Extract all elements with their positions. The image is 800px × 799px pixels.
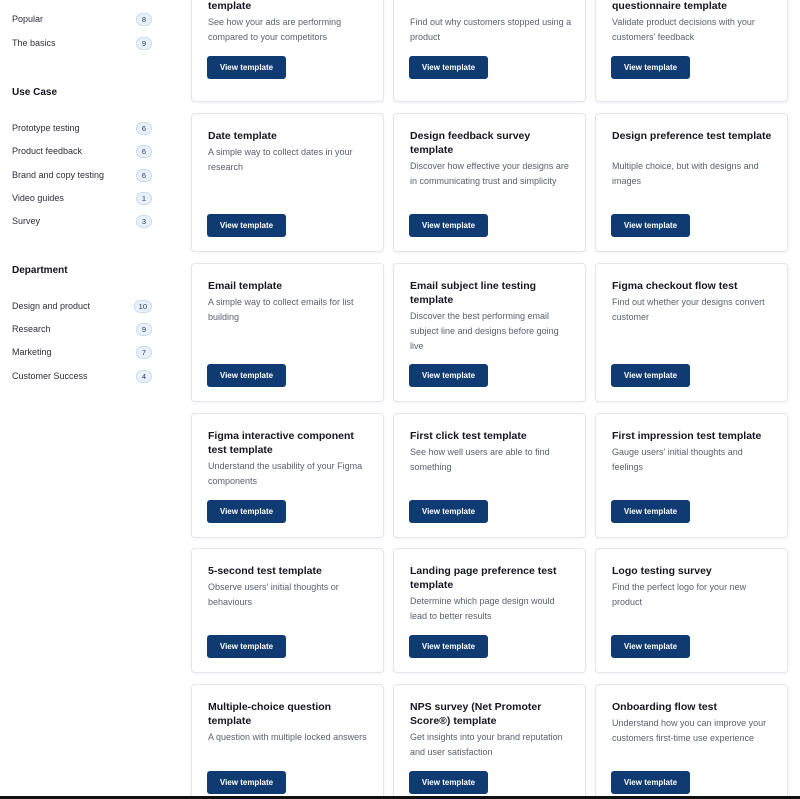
card-description: Gauge users' initial thoughts and feelings (612, 447, 743, 472)
view-template-button[interactable]: View template (409, 635, 488, 658)
card-description: Find out why customers stopped using a product (410, 17, 572, 42)
sidebar-item-research[interactable] (12, 321, 152, 337)
card-description: Observe users' initial thoughts or behaviours (208, 582, 339, 607)
card-description: See how well users are able to find something (410, 447, 550, 472)
template-card[interactable] (393, 548, 586, 673)
count-badge: 6 (136, 145, 152, 158)
card-title: Landing page preference test template (410, 565, 557, 591)
card-title: Logo testing survey (612, 565, 712, 577)
count-badge: 9 (136, 323, 152, 336)
card-description: Get insights into your brand reputation and user satisfaction (410, 732, 563, 757)
template-card[interactable] (595, 0, 788, 102)
card-title: Design preference test template (612, 130, 772, 142)
card-title: Figma interactive component test template (208, 430, 354, 456)
card-description: Understand how you can improve your customers first-time use experience (612, 718, 767, 743)
card-description: Find out whether your designs convert customer (612, 297, 765, 322)
view-template-button[interactable]: View template (409, 56, 488, 79)
sidebar-item-design-and-product[interactable] (12, 298, 152, 314)
card-title: Multiple-choice question template (208, 701, 332, 727)
card-title: 5-second test template (208, 565, 322, 577)
view-template-button[interactable]: View template (611, 635, 690, 658)
template-card[interactable] (191, 548, 384, 673)
sidebar-item-label: Survey (12, 216, 41, 226)
template-card[interactable] (191, 413, 384, 538)
template-card[interactable] (595, 548, 788, 673)
template-card[interactable] (393, 0, 586, 102)
view-template-button[interactable]: View template (207, 635, 286, 658)
sidebar-item-label: Product feedback (12, 146, 83, 156)
count-badge: 10 (134, 300, 152, 313)
view-template-button[interactable]: View template (409, 364, 488, 387)
template-card[interactable] (393, 684, 586, 799)
view-template-button[interactable]: View template (207, 364, 286, 387)
sidebar-item-product-feedback[interactable] (12, 143, 152, 159)
card-title: Date template (208, 130, 277, 142)
count-badge: 4 (136, 370, 152, 383)
card-title: Figma checkout flow test (612, 280, 738, 292)
card-description: Understand the usability of your Figma components (208, 461, 363, 486)
view-template-button[interactable]: View template (207, 56, 286, 79)
sidebar-item-video-guides[interactable] (12, 190, 152, 206)
template-card[interactable] (393, 413, 586, 538)
view-template-button[interactable]: View template (611, 500, 690, 523)
view-template-button[interactable]: View template (409, 214, 488, 237)
card-description: Validate product decisions with your customers' feedback (612, 17, 755, 42)
card-description: Determine which page design would lead to better results (410, 596, 555, 621)
card-title: template (208, 0, 252, 12)
card-title: Email subject line testing template (410, 280, 537, 306)
count-badge: 3 (136, 215, 152, 228)
card-title: NPS survey (Net Promoter Score®) template (410, 701, 542, 727)
sidebar-item-popular[interactable] (12, 11, 152, 27)
card-title: Onboarding flow test (612, 701, 717, 713)
view-template-button[interactable]: View template (409, 500, 488, 523)
view-template-button[interactable]: View template (611, 364, 690, 387)
sidebar-item-the-basics[interactable] (12, 35, 152, 51)
view-template-button[interactable]: View template (207, 500, 286, 523)
template-card[interactable] (191, 113, 384, 252)
template-card[interactable] (595, 113, 788, 252)
view-template-button[interactable]: View template (409, 771, 488, 794)
card-description: A simple way to collect emails for list building (208, 297, 354, 322)
view-template-button[interactable]: View template (207, 771, 286, 794)
count-badge: 7 (136, 346, 152, 359)
template-card[interactable] (191, 0, 384, 102)
card-title: questionnaire template (612, 0, 727, 12)
template-card[interactable] (595, 684, 788, 799)
template-card[interactable] (393, 263, 586, 402)
sidebar (0, 0, 170, 799)
card-description: A simple way to collect dates in your research (208, 147, 353, 172)
sidebar-item-label: The basics (12, 38, 56, 48)
card-title: Design feedback survey template (410, 130, 531, 156)
card-description: Find the perfect logo for your new product (612, 582, 747, 607)
sidebar-item-customer-success[interactable] (12, 368, 152, 384)
sidebar-item-label: Prototype testing (12, 123, 80, 133)
sidebar-item-label: Video guides (12, 193, 64, 203)
count-badge: 8 (136, 13, 152, 26)
count-badge: 6 (136, 122, 152, 135)
card-title: First impression test template (612, 430, 762, 442)
count-badge: 6 (136, 169, 152, 182)
sidebar-item-label: Research (12, 324, 51, 334)
template-card[interactable] (191, 684, 384, 799)
count-badge: 9 (136, 37, 152, 50)
use-case-heading: Use Case (12, 87, 58, 98)
template-card[interactable] (595, 263, 788, 402)
view-template-button[interactable]: View template (611, 771, 690, 794)
view-template-button[interactable]: View template (207, 214, 286, 237)
sidebar-item-prototype-testing[interactable] (12, 120, 152, 136)
view-template-button[interactable]: View template (611, 56, 690, 79)
view-template-button[interactable]: View template (611, 214, 690, 237)
template-card[interactable] (393, 113, 586, 252)
template-card[interactable] (595, 413, 788, 538)
template-card[interactable] (191, 263, 384, 402)
card-description: Discover how effective your designs are in communicating trust and simplicity (410, 161, 569, 186)
card-description: See how your ads are performing compared to your competitors (208, 17, 342, 42)
sidebar-item-label: Brand and copy testing (12, 170, 105, 180)
department-heading: Department (12, 265, 68, 276)
card-title: First click test template (410, 430, 527, 442)
sidebar-item-label: Design and product (12, 301, 91, 311)
sidebar-item-label: Customer Success (12, 371, 88, 381)
sidebar-item-marketing[interactable] (12, 344, 152, 360)
sidebar-item-label: Popular (12, 14, 44, 24)
card-title: Email template (208, 280, 283, 292)
card-description: A question with multiple locked answers (208, 732, 367, 742)
sidebar-item-survey[interactable] (12, 213, 152, 229)
card-description: Multiple choice, but with designs and images (612, 161, 759, 186)
sidebar-item-label: Marketing (12, 347, 52, 357)
sidebar-item-brand-and-copy-testing[interactable] (12, 167, 152, 183)
card-description: Discover the best performing email subject line and designs before going live (410, 311, 559, 351)
count-badge: 1 (136, 192, 152, 205)
